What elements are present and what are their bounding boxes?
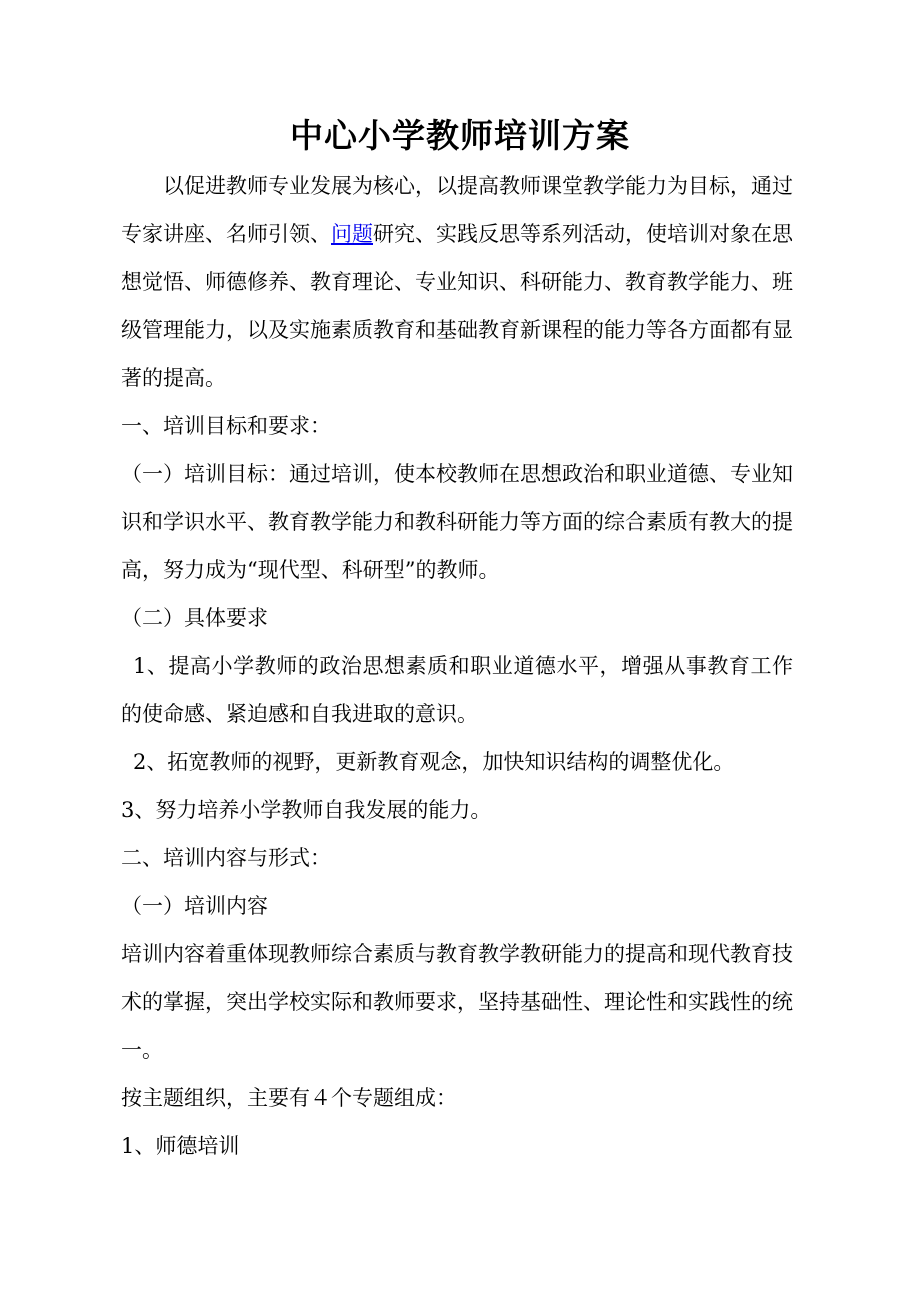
section1-goal-paragraph: （一）培训目标：通过培训，使本校教师在思想政治和职业道德、专业知识和学识水平、教育教学能力和教科研能力等方面的综合素质有教大的提高，努力成为“现代型、科研型”的教师。 <box>121 462 793 582</box>
requirement-item-2: 2、拓宽教师的视野，更新教育观念，加快知识结构的调整优化。 <box>133 750 735 774</box>
section2-content-heading: （一）培训内容 <box>121 894 268 918</box>
section2-topics-intro: 按主题组织，主要有４个专题组成： <box>121 1086 457 1110</box>
problem-link[interactable]: 问题 <box>331 222 373 246</box>
topic-item-1: 1、师德培训 <box>121 1134 240 1158</box>
document-title: 中心小学教师培训方案 <box>290 116 630 155</box>
requirement-item-1: 1、提高小学教师的政治思想素质和职业道德水平，增强从事教育工作的使命感、紧迫感和自我进取的意识。 <box>121 654 793 726</box>
section1-requirements-heading: （二）具体要求 <box>121 606 268 630</box>
intro-text-after-link: 研究、实践反思等系列活动，使培训对象在思想觉悟、师德修养、教育理论、专业知识、科研能力、教育教学能力、班级管理能力，以及实施素质教育和基础教育新课程的能力等各方面都有显著的提高。 <box>121 222 793 390</box>
section1-heading: 一、培训目标和要求： <box>121 414 331 438</box>
intro-paragraph <box>121 162 793 402</box>
document-body <box>121 162 793 1170</box>
section2-content-paragraph: 培训内容着重体现教师综合素质与教育教学教研能力的提高和现代教育技术的掌握，突出学校实际和教师要求，坚持基础性、理论性和实践性的统一。 <box>121 942 793 1062</box>
requirement-item-3: 3、努力培养小学教师自我发展的能力。 <box>121 798 492 822</box>
section2-heading: 二、培训内容与形式： <box>121 846 331 870</box>
intro-text-before-link: 以促进教师专业发展为核心，以提高教师课堂教学能力为目标，通过专家讲座、名师引领、 <box>121 174 793 246</box>
